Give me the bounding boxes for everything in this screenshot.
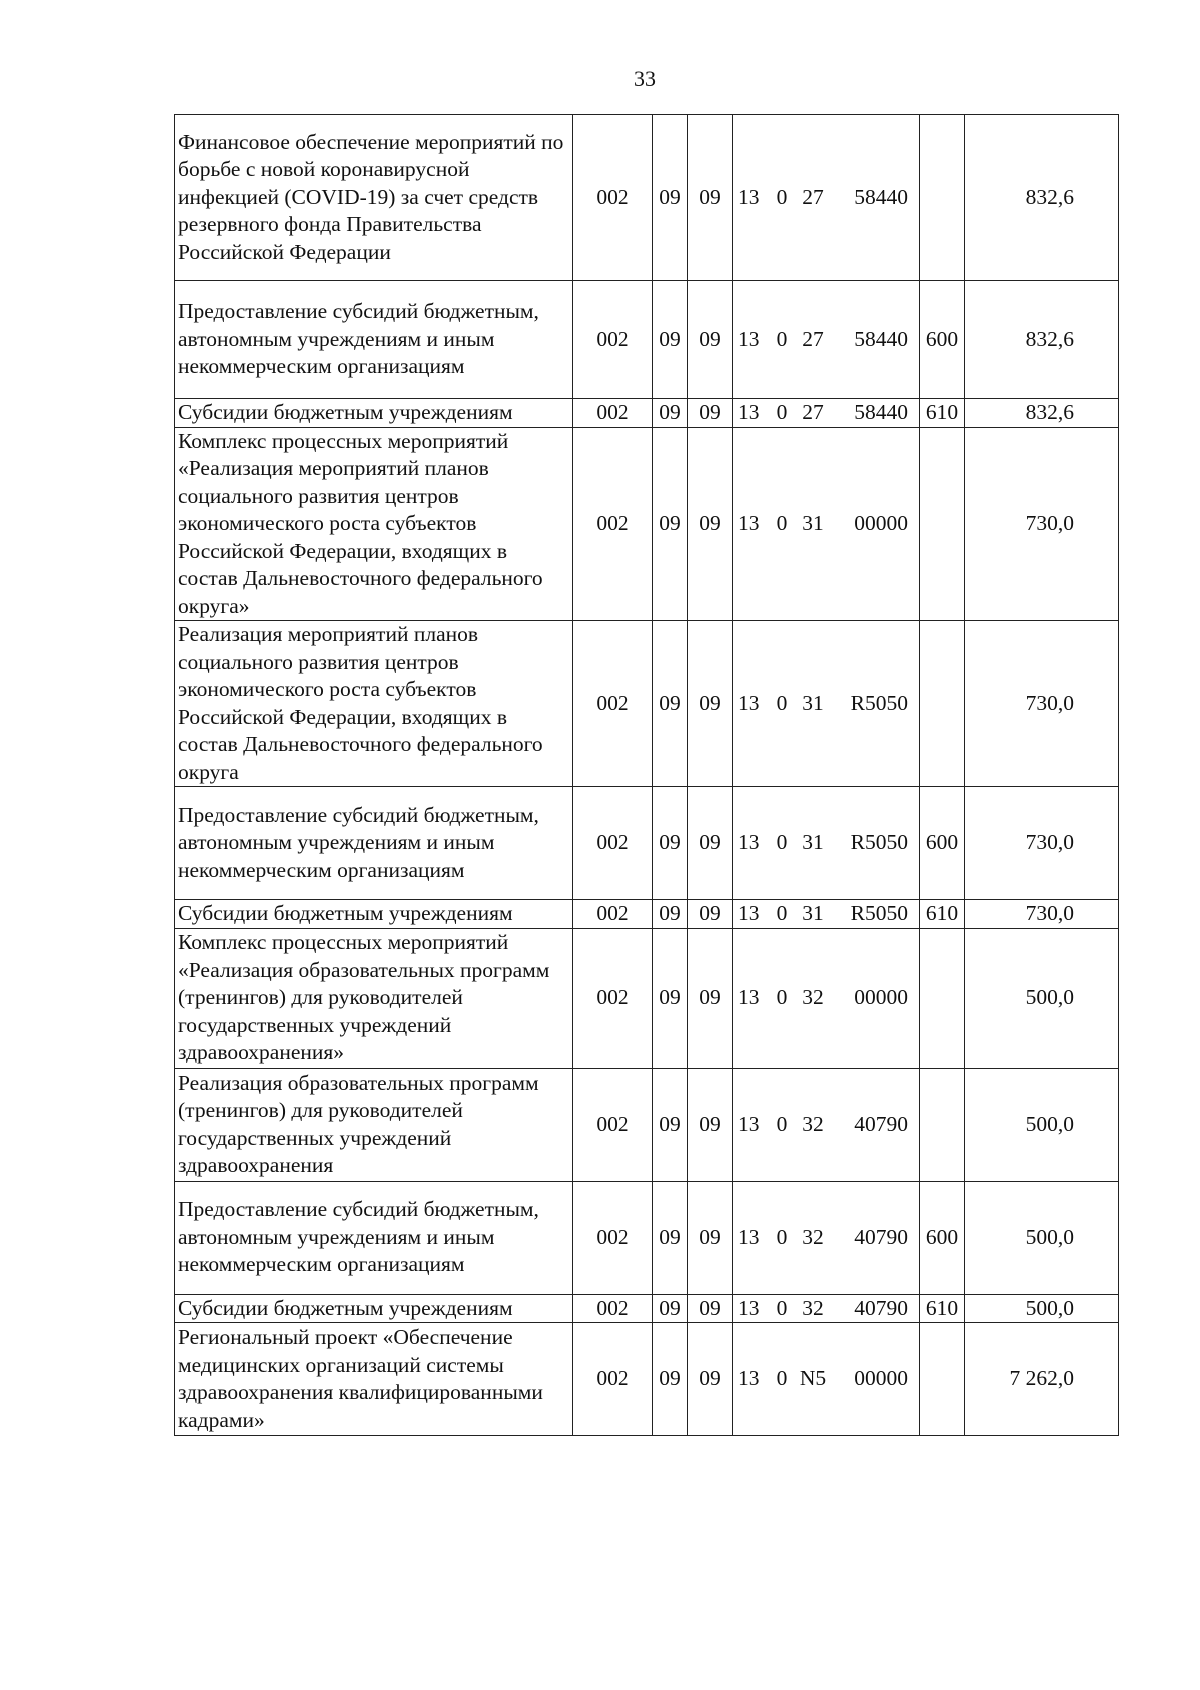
target-article-part: 0 (776, 830, 788, 855)
target-article-part: 40790 (854, 1295, 908, 1320)
target-article-part: 0 (776, 1366, 788, 1391)
row-name: Реализация мероприятий планов социального развития центров экономического роста субъектов Российской Федерации, входящих в состав Дальневосточного федерального округа (175, 621, 573, 787)
amount: 730,0 (965, 427, 1119, 621)
target-article-part: 0 (776, 1224, 788, 1249)
target-article-part: 13 (738, 690, 760, 715)
expense-type-code: 610 (920, 399, 965, 428)
subsection-code: 09 (688, 399, 733, 428)
subsection-code: 09 (688, 621, 733, 787)
table-row (175, 1181, 1119, 1294)
table-row (175, 115, 1119, 281)
target-article-part: R5050 (850, 690, 908, 715)
target-article-part: 40790 (854, 1224, 908, 1249)
section-code: 09 (653, 900, 688, 929)
subsection-code: 09 (688, 928, 733, 1068)
subsection-code: 09 (688, 1181, 733, 1294)
row-name: Предоставление субсидий бюджетным, автономным учреждениям и иным некоммерческим организациям (175, 281, 573, 399)
section-code: 09 (653, 427, 688, 621)
subsection-code: 09 (688, 1323, 733, 1436)
target-article-part: 27 (802, 326, 824, 351)
target-article-part: 13 (738, 326, 760, 351)
target-article-part: 13 (738, 400, 760, 424)
row-name: Финансовое обеспечение мероприятий по борьбе с новой коронавирусной инфекцией (COVID-19) за счет средств резервного фонда Правительства Российской Федерации (175, 115, 573, 281)
amount: 730,0 (965, 900, 1119, 929)
table-row (175, 621, 1119, 787)
target-article-parts (736, 984, 916, 1012)
target-article-parts (736, 900, 916, 928)
admin-code: 002 (573, 1323, 653, 1436)
target-article-part: 0 (776, 690, 788, 715)
admin-code: 002 (573, 1068, 653, 1181)
expense-type-code: 610 (920, 1294, 965, 1323)
table-row (175, 281, 1119, 399)
table-body (175, 115, 1119, 1436)
row-name: Субсидии бюджетным учреждениям (175, 1294, 573, 1323)
row-name: Комплекс процессных мероприятий «Реализация образовательных программ (тренингов) для руководителей государственных учреждений здравоохранения» (175, 928, 573, 1068)
target-article-part: 13 (738, 1366, 760, 1391)
target-article-part: 0 (776, 1295, 788, 1320)
target-article-parts (736, 326, 916, 354)
target-article-parts (736, 1111, 916, 1139)
admin-code: 002 (573, 399, 653, 428)
target-article-code (733, 281, 920, 399)
section-code: 09 (653, 1068, 688, 1181)
section-code: 09 (653, 1323, 688, 1436)
target-article-code (733, 928, 920, 1068)
admin-code: 002 (573, 115, 653, 281)
section-code: 09 (653, 621, 688, 787)
expense-type-code (920, 1068, 965, 1181)
expense-type-code (920, 621, 965, 787)
amount: 832,6 (965, 115, 1119, 281)
admin-code: 002 (573, 787, 653, 900)
target-article-part: 58440 (854, 400, 908, 424)
table-row (175, 427, 1119, 621)
target-article-part: N5 (799, 1366, 827, 1391)
row-name: Предоставление субсидий бюджетным, автономным учреждениям и иным некоммерческим организациям (175, 1181, 573, 1294)
target-article-part: 00000 (854, 985, 908, 1010)
section-code: 09 (653, 399, 688, 428)
expense-type-code: 600 (920, 1181, 965, 1294)
table-row (175, 928, 1119, 1068)
row-name: Региональный проект «Обеспечение медицинских организаций системы здравоохранения квалифицированными кадрами» (175, 1323, 573, 1436)
budget-table (174, 114, 1119, 1436)
section-code: 09 (653, 787, 688, 900)
section-code: 09 (653, 115, 688, 281)
target-article-part: 31 (802, 830, 824, 855)
target-article-parts (736, 184, 916, 212)
target-article-part: 00000 (854, 511, 908, 535)
subsection-code: 09 (688, 1068, 733, 1181)
target-article-parts (736, 510, 916, 538)
section-code: 09 (653, 1181, 688, 1294)
table-row (175, 399, 1119, 428)
admin-code: 002 (573, 1181, 653, 1294)
subsection-code: 09 (688, 281, 733, 399)
target-article-part: 32 (802, 1295, 824, 1320)
section-code: 09 (653, 928, 688, 1068)
amount: 500,0 (965, 1068, 1119, 1181)
target-article-parts (736, 829, 916, 857)
table-row (175, 1323, 1119, 1436)
target-article-code (733, 115, 920, 281)
target-article-part: 0 (776, 511, 788, 535)
expense-type-code (920, 928, 965, 1068)
expense-type-code: 610 (920, 900, 965, 929)
target-article-part: 40790 (854, 1111, 908, 1136)
expense-type-code: 600 (920, 787, 965, 900)
target-article-part: 13 (738, 1111, 760, 1136)
table-row (175, 900, 1119, 929)
target-article-parts (736, 690, 916, 718)
admin-code: 002 (573, 427, 653, 621)
table-row (175, 1294, 1119, 1323)
target-article-code (733, 1068, 920, 1181)
target-article-code (733, 621, 920, 787)
target-article-part: 31 (802, 901, 824, 925)
row-name: Субсидии бюджетным учреждениям (175, 900, 573, 929)
subsection-code: 09 (688, 115, 733, 281)
target-article-part: 58440 (854, 326, 908, 351)
amount: 730,0 (965, 787, 1119, 900)
amount: 7 262,0 (965, 1323, 1119, 1436)
target-article-code (733, 1294, 920, 1323)
expense-type-code: 600 (920, 281, 965, 399)
row-name: Реализация образовательных программ (тренингов) для руководителей государственных учреждений здравоохранения (175, 1068, 573, 1181)
admin-code: 002 (573, 928, 653, 1068)
target-article-code (733, 427, 920, 621)
admin-code: 002 (573, 621, 653, 787)
target-article-part: 13 (738, 985, 760, 1010)
target-article-part: 0 (776, 1111, 788, 1136)
target-article-parts (736, 1224, 916, 1252)
target-article-code (733, 787, 920, 900)
admin-code: 002 (573, 900, 653, 929)
target-article-part: 0 (776, 985, 788, 1010)
amount: 500,0 (965, 1294, 1119, 1323)
target-article-part: 13 (738, 511, 760, 535)
row-name: Субсидии бюджетным учреждениям (175, 399, 573, 428)
amount: 832,6 (965, 281, 1119, 399)
target-article-part: 0 (776, 184, 788, 209)
target-article-part: R5050 (850, 830, 908, 855)
target-article-code (733, 1181, 920, 1294)
amount: 500,0 (965, 928, 1119, 1068)
table-row (175, 1068, 1119, 1181)
target-article-part: 32 (802, 1224, 824, 1249)
admin-code: 002 (573, 1294, 653, 1323)
subsection-code: 09 (688, 427, 733, 621)
amount: 500,0 (965, 1181, 1119, 1294)
row-name: Предоставление субсидий бюджетным, автономным учреждениям и иным некоммерческим организациям (175, 787, 573, 900)
target-article-part: 0 (776, 400, 788, 424)
target-article-parts (736, 1365, 916, 1393)
subsection-code: 09 (688, 787, 733, 900)
target-article-part: 13 (738, 1224, 760, 1249)
section-code: 09 (653, 1294, 688, 1323)
subsection-code: 09 (688, 1294, 733, 1323)
target-article-part: 32 (802, 985, 824, 1010)
subsection-code: 09 (688, 900, 733, 929)
target-article-code (733, 900, 920, 929)
target-article-parts (736, 1295, 916, 1323)
target-article-part: 13 (738, 901, 760, 925)
target-article-part: 27 (802, 184, 824, 209)
target-article-part: 0 (776, 901, 788, 925)
row-name: Комплекс процессных мероприятий «Реализация мероприятий планов социального развития центров экономического роста субъектов Российской Федерации, входящих в состав Дальневосточного федерального округа» (175, 427, 573, 621)
target-article-part: 0 (776, 326, 788, 351)
target-article-part: 00000 (854, 1366, 908, 1391)
target-article-code (733, 1323, 920, 1436)
expense-type-code (920, 1323, 965, 1436)
amount: 730,0 (965, 621, 1119, 787)
target-article-part: 32 (802, 1111, 824, 1136)
amount: 832,6 (965, 399, 1119, 428)
expense-type-code (920, 115, 965, 281)
target-article-part: 13 (738, 1295, 760, 1320)
target-article-part: 31 (802, 690, 824, 715)
expense-type-code (920, 427, 965, 621)
target-article-part: 27 (802, 400, 824, 424)
table-row (175, 787, 1119, 900)
target-article-part: 13 (738, 830, 760, 855)
target-article-parts (736, 399, 916, 427)
page-number: 33 (634, 66, 656, 91)
target-article-part: 31 (802, 511, 824, 535)
target-article-code (733, 399, 920, 428)
admin-code: 002 (573, 281, 653, 399)
target-article-part: 13 (738, 184, 760, 209)
section-code: 09 (653, 281, 688, 399)
target-article-part: 58440 (854, 184, 908, 209)
target-article-part: R5050 (850, 901, 908, 925)
